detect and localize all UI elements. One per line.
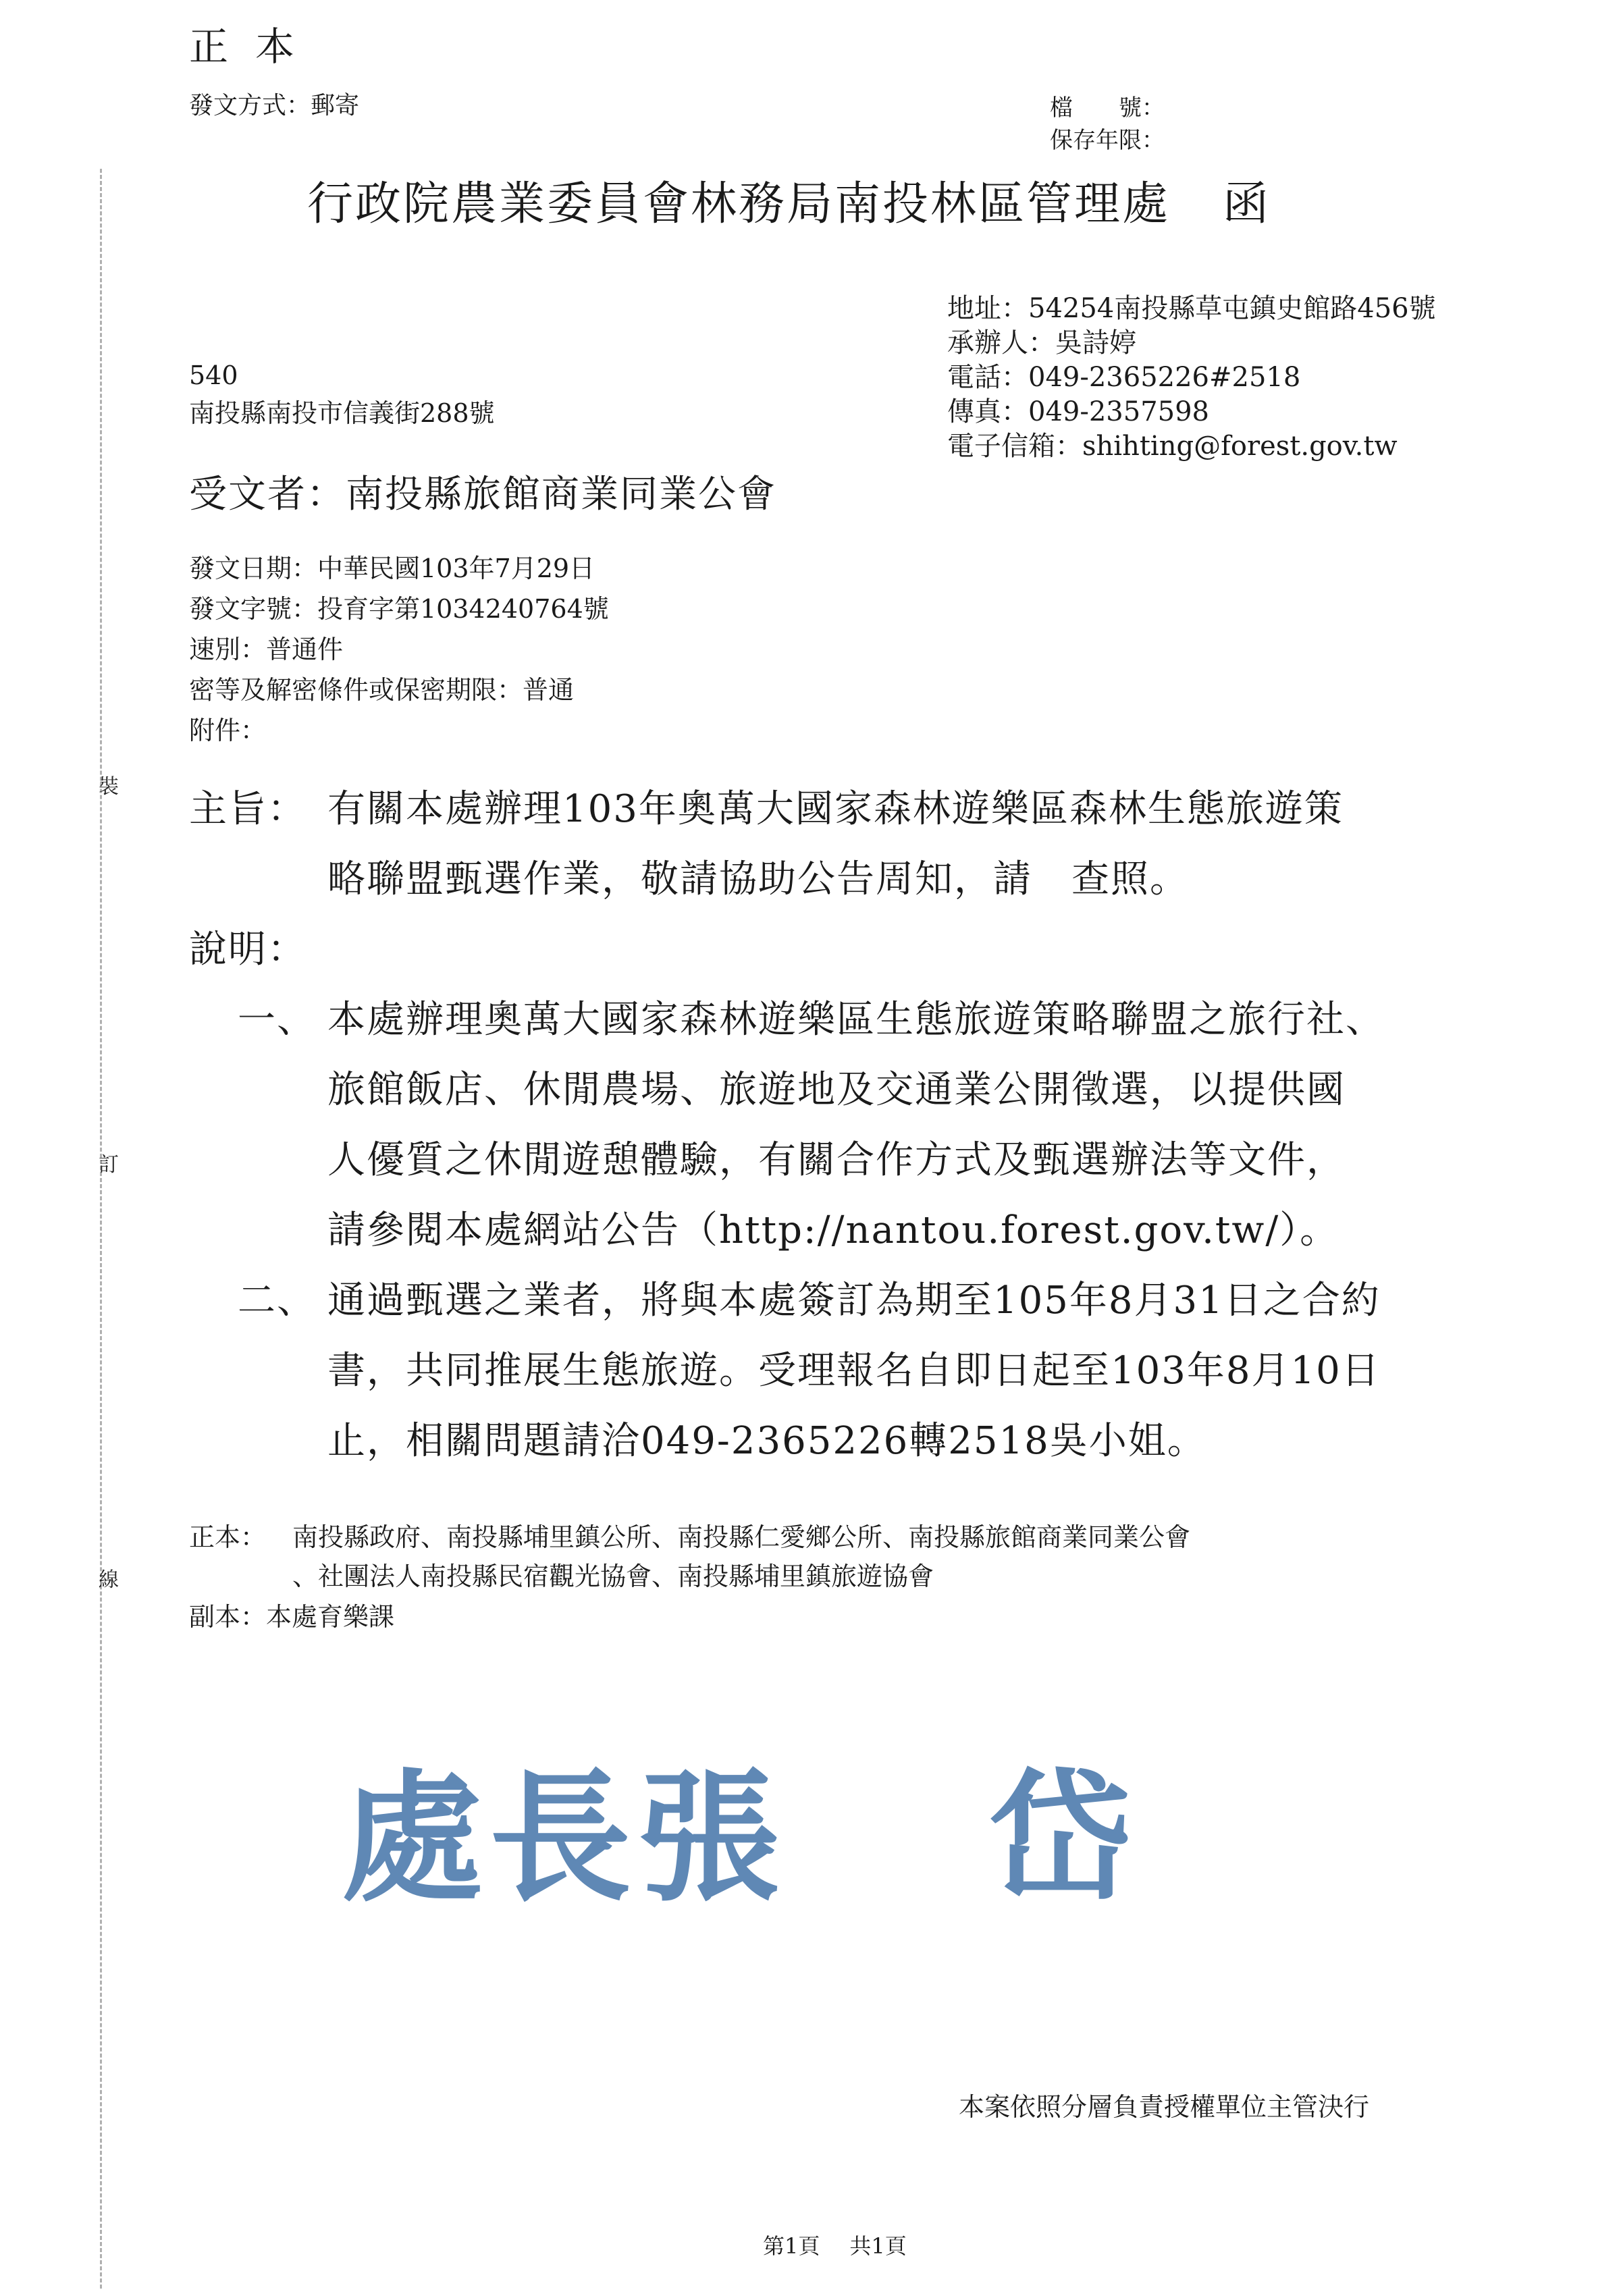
signature-given-name: 岱	[989, 1755, 1138, 1921]
file-meta	[1050, 92, 1165, 157]
item-line: 通過甄選之業者，將與本處簽訂為期至105年8月31日之合約	[327, 1279, 1381, 1323]
contact-officer: 承辦人：吳詩婷	[947, 327, 1136, 358]
original-recipients-line: 、社團法人南投縣民宿觀光協會、南投縣埔里鎮旅遊協會	[292, 1561, 934, 1591]
attachment: 附件：	[189, 716, 267, 745]
retention-label: 保存年限：	[1050, 127, 1165, 154]
signature-title: 處長	[341, 1755, 639, 1921]
issue-date: 發文日期：中華民國103年7月29日	[189, 554, 595, 583]
page-number	[763, 2229, 907, 2260]
item-number: 一、	[238, 998, 316, 1042]
signature-seal	[341, 1725, 1138, 1929]
delivery-speed: 速別：普通件	[189, 635, 344, 664]
binding-label-xian: 線	[99, 1568, 119, 1592]
binding-label-zhuang: 裝	[99, 775, 119, 799]
document-title	[307, 167, 1271, 233]
contact-email: 電子信箱：shihting@forest.gov.tw	[947, 431, 1398, 462]
original-recipients-label: 正本：	[189, 1522, 267, 1552]
signature-surname: 張	[638, 1755, 787, 1921]
page-current: 第1頁	[763, 2233, 820, 2259]
binding-label-ding: 訂	[99, 1153, 119, 1177]
copy-recipients: 副本：本處育樂課	[189, 1602, 395, 1632]
agency-name: 行政院農業委員會林務局南投林區管理處	[307, 178, 1171, 231]
document-type: 函	[1223, 178, 1271, 231]
page-total: 共1頁	[849, 2233, 907, 2259]
item-line-website: 請參閱本處網站公告（http://nantou.forest.gov.tw/）。	[327, 1208, 1339, 1252]
subject-line: 略聯盟甄選作業，敬請協助公告周知，請 查照。	[327, 857, 1189, 901]
subject-line: 有關本處辦理103年奧萬大國家森林遊樂區森林生態旅遊策	[327, 787, 1344, 831]
recipient-street: 南投縣南投市信義街288號	[189, 398, 495, 428]
contact-address: 地址：54254南投縣草屯鎮史館路456號	[947, 293, 1436, 324]
document-number: 發文字號：投育字第1034240764號	[189, 594, 609, 624]
binding-line	[100, 169, 102, 2289]
secrecy-level: 密等及解密條件或保密期限：普通	[189, 675, 575, 705]
document-meta	[189, 548, 609, 751]
recipient-postcode: 540	[189, 361, 238, 390]
copy-type: 正本	[189, 24, 322, 70]
contact-fax: 傳真：049-2357598	[947, 396, 1210, 427]
item-line: 旅館飯店、休閒農場、旅遊地及交通業公開徵選，以提供國	[327, 1068, 1346, 1112]
delegation-note: 本案依照分層負責授權單位主管決行	[959, 2092, 1370, 2122]
item-line: 本處辦理奧萬大國家森林遊樂區生態旅遊策略聯盟之旅行社、	[327, 998, 1385, 1042]
explanation-label: 說明：	[189, 928, 307, 971]
item-line: 止，相關問題請洽049-2365226轉2518吳小姐。	[327, 1419, 1206, 1463]
item-line: 人優質之休閒遊憩體驗，有關合作方式及甄選辦法等文件，	[327, 1138, 1346, 1182]
original-recipients-line: 南投縣政府、南投縣埔里鎮公所、南投縣仁愛鄉公所、南投縣旅館商業同業公會	[292, 1522, 1191, 1552]
recipient: 受文者：南投縣旅館商業同業公會	[189, 473, 776, 516]
subject-label: 主旨：	[189, 787, 307, 831]
contact-phone: 電話：049-2365226#2518	[947, 362, 1301, 393]
item-line: 書，共同推展生態旅遊。受理報名自即日起至103年8月10日	[327, 1349, 1381, 1393]
item-number: 二、	[238, 1279, 316, 1323]
send-method: 發文方式：郵寄	[189, 92, 360, 119]
file-number-label: 檔 號：	[1050, 95, 1165, 122]
recipient-address	[189, 356, 495, 432]
contact-block	[947, 292, 1436, 464]
